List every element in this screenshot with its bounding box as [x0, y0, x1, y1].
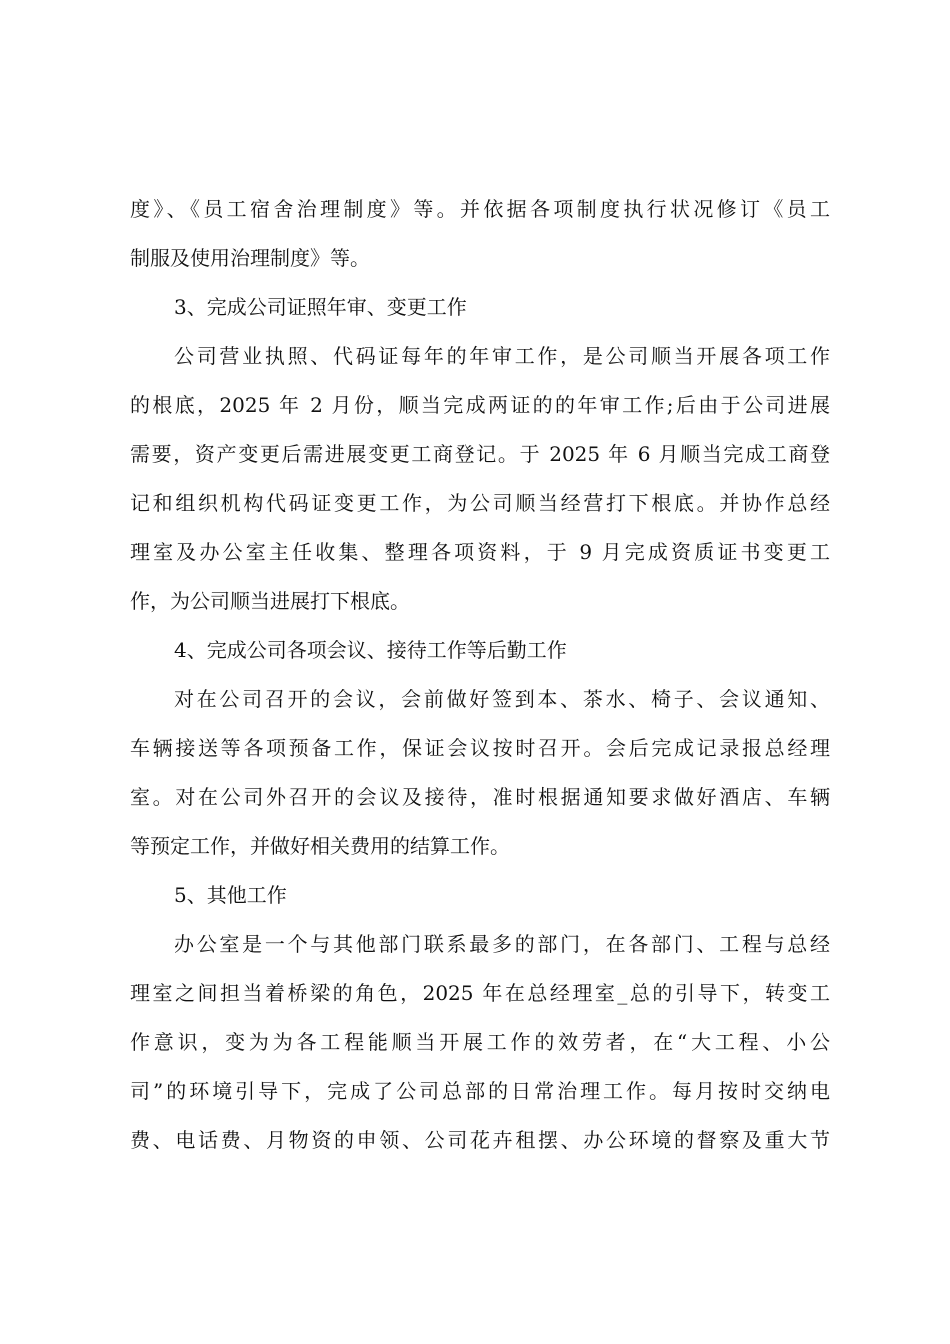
section-heading: 4、完成公司各项会议、接待工作等后勤工作: [174, 638, 567, 662]
text-line: 度》、《员工宿舍治理制度》等。并依据各项制度执行状况修订《员工: [130, 197, 830, 221]
text-line: 司”的环境引导下，完成了公司总部的日常治理工作。每月按时交纳电: [130, 1079, 830, 1103]
text-line: 车辆接送等各项预备工作，保证会议按时召开。会后完成记录报总经理: [130, 736, 830, 760]
text-line: 费、电话费、月物资的申领、公司花卉租摆、办公环境的督察及重大节: [130, 1128, 830, 1152]
text-line: 的根底，2025 年 2 月份，顺当完成两证的的年审工作;后由于公司进展: [130, 393, 830, 417]
text-line: 制服及使用治理制度》等。: [130, 246, 370, 270]
text-line: 理室之间担当着桥梁的角色，2025 年在总经理室_总的引导下，转变工: [130, 981, 830, 1005]
section-heading: 5、其他工作: [174, 883, 287, 907]
text-line: 办公室是一个与其他部门联系最多的部门，在各部门、工程与总经: [174, 932, 830, 956]
text-line: 等预定工作，并做好相关费用的结算工作。: [130, 834, 510, 858]
text-line: 作，为公司顺当进展打下根底。: [130, 589, 410, 613]
text-line: 对在公司召开的会议，会前做好签到本、茶水、椅子、会议通知、: [174, 687, 830, 711]
text-line: 室。对在公司外召开的会议及接待，准时根据通知要求做好酒店、车辆: [130, 785, 830, 809]
document-body: [130, 185, 830, 1165]
text-line: 公司营业执照、代码证每年的年审工作，是公司顺当开展各项工作: [174, 344, 830, 368]
text-line: 理室及办公室主任收集、整理各项资料，于 9 月完成资质证书变更工: [130, 540, 830, 564]
text-line: 记和组织机构代码证变更工作，为公司顺当经营打下根底。并协作总经: [130, 491, 830, 515]
text-line: 作意识，变为为各工程能顺当开展工作的效劳者，在“大工程、小公: [130, 1030, 830, 1054]
section-heading: 3、完成公司证照年审、变更工作: [174, 295, 467, 319]
text-line: 需要，资产变更后需进展变更工商登记。于 2025 年 6 月顺当完成工商登: [130, 442, 830, 466]
